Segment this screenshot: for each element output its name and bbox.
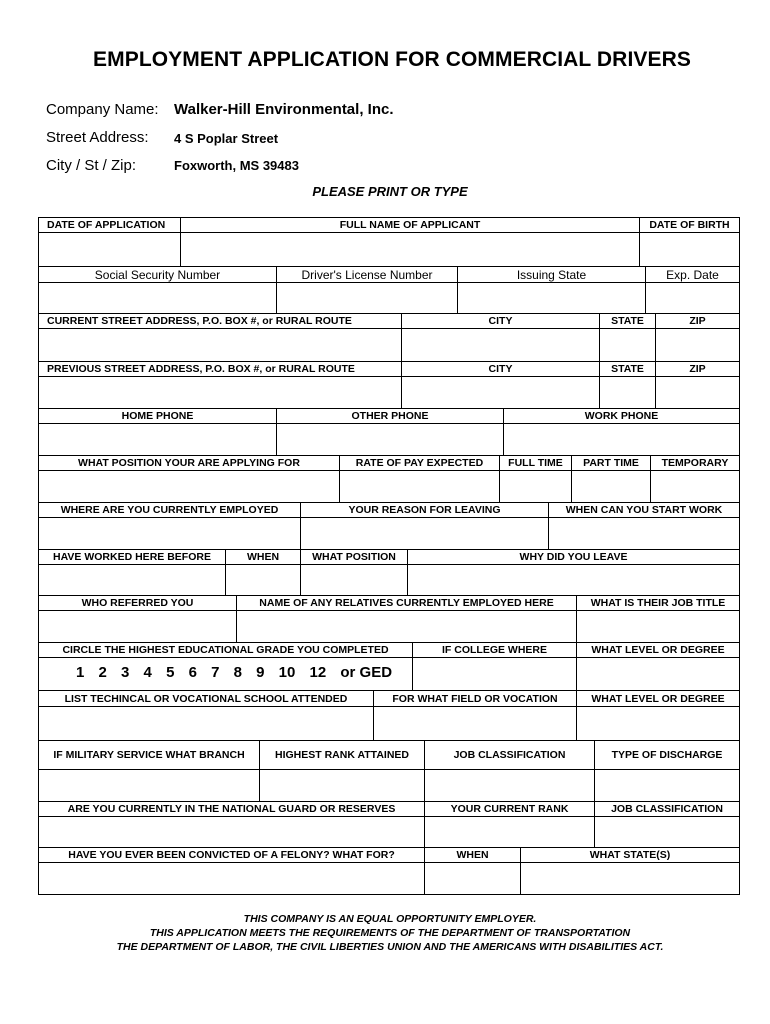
why-leave-label: WHY DID YOU LEAVE bbox=[407, 549, 740, 565]
felony-when-field[interactable] bbox=[424, 862, 521, 895]
national-guard-field[interactable] bbox=[38, 816, 425, 848]
issuing-state-field[interactable] bbox=[457, 282, 646, 314]
grade-option[interactable]: or GED bbox=[340, 664, 393, 681]
temporary-label: TEMPORARY bbox=[650, 455, 740, 471]
currently-employed-label: WHERE ARE YOU CURRENTLY EMPLOYED bbox=[38, 502, 301, 518]
military-job-classification-field[interactable] bbox=[424, 769, 595, 802]
what-states-label: WHAT STATE(S) bbox=[520, 847, 740, 863]
education-label: CIRCLE THE HIGHEST EDUCATIONAL GRADE YOU COMPLETED bbox=[38, 642, 413, 658]
issuing-state-label: Issuing State bbox=[457, 266, 646, 283]
grade-option[interactable]: 6 bbox=[188, 664, 197, 681]
military-branch-field[interactable] bbox=[38, 769, 260, 802]
rate-of-pay-label: RATE OF PAY EXPECTED bbox=[339, 455, 500, 471]
full-time-field[interactable] bbox=[499, 470, 572, 503]
city-state-zip-label: City / St / Zip: bbox=[46, 157, 137, 174]
previous-state-field[interactable] bbox=[599, 376, 656, 409]
part-time-label: PART TIME bbox=[571, 455, 651, 471]
worked-when-label: WHEN bbox=[225, 549, 301, 565]
felony-field[interactable] bbox=[38, 862, 425, 895]
ada-compliance-statement: THE DEPARTMENT OF LABOR, THE CIVIL LIBERTIES UNION AND THE AMERICANS WITH DISABILITIES ACT. bbox=[116, 941, 664, 953]
grade-option[interactable]: 2 bbox=[98, 664, 107, 681]
grade-option[interactable]: 5 bbox=[166, 664, 175, 681]
license-number-field[interactable] bbox=[276, 282, 458, 314]
full-name-label: FULL NAME OF APPLICANT bbox=[180, 217, 640, 233]
national-guard-label: ARE YOU CURRENTLY IN THE NATIONAL GUARD OR RESERVES bbox=[38, 801, 425, 817]
ssn-label: Social Security Number bbox=[38, 266, 277, 283]
work-phone-field[interactable] bbox=[503, 423, 740, 456]
previous-address-field[interactable] bbox=[38, 376, 402, 409]
previous-zip-label: ZIP bbox=[655, 361, 740, 377]
felony-label: HAVE YOU EVER BEEN CONVICTED OF A FELONY? WHAT FOR? bbox=[38, 847, 425, 863]
why-leave-field[interactable] bbox=[407, 564, 740, 596]
license-number-label: Driver's License Number bbox=[276, 266, 458, 283]
technical-school-field[interactable] bbox=[38, 706, 374, 741]
start-work-field[interactable] bbox=[548, 517, 740, 550]
reason-leaving-field[interactable] bbox=[300, 517, 549, 550]
previous-city-field[interactable] bbox=[401, 376, 600, 409]
grade-option[interactable]: 7 bbox=[211, 664, 220, 681]
grade-option[interactable]: 4 bbox=[143, 664, 152, 681]
reason-leaving-label: YOUR REASON FOR LEAVING bbox=[300, 502, 549, 518]
discharge-label: TYPE OF DISCHARGE bbox=[594, 740, 740, 770]
current-address-field[interactable] bbox=[38, 328, 402, 362]
other-phone-label: OTHER PHONE bbox=[276, 408, 504, 424]
education-level-degree-field[interactable] bbox=[576, 657, 740, 691]
grade-option[interactable]: 9 bbox=[256, 664, 265, 681]
highest-rank-field[interactable] bbox=[259, 769, 425, 802]
dot-compliance-statement: THIS APPLICATION MEETS THE REQUIREMENTS OF THE DEPARTMENT OF TRANSPORTATION bbox=[149, 927, 631, 939]
previous-zip-field[interactable] bbox=[655, 376, 740, 409]
company-name-label: Company Name: bbox=[46, 101, 159, 118]
company-name-value: Walker-Hill Environmental, Inc. bbox=[174, 101, 394, 118]
temporary-field[interactable] bbox=[650, 470, 740, 503]
work-phone-label: WORK PHONE bbox=[503, 408, 740, 424]
worked-before-field[interactable] bbox=[38, 564, 226, 596]
military-branch-label: IF MILITARY SERVICE WHAT BRANCH bbox=[38, 740, 260, 770]
grade-option[interactable]: 8 bbox=[233, 664, 242, 681]
position-applying-label: WHAT POSITION YOUR ARE APPLYING FOR bbox=[38, 455, 340, 471]
who-referred-field[interactable] bbox=[38, 610, 237, 643]
what-position-label: WHAT POSITION bbox=[300, 549, 408, 565]
guard-job-classification-label: JOB CLASSIFICATION bbox=[594, 801, 740, 817]
previous-city-label: CITY bbox=[401, 361, 600, 377]
what-states-field[interactable] bbox=[520, 862, 740, 895]
job-title-field[interactable] bbox=[576, 610, 740, 643]
current-rank-label: YOUR CURRENT RANK bbox=[424, 801, 595, 817]
street-address-label: Street Address: bbox=[46, 129, 149, 146]
relatives-field[interactable] bbox=[236, 610, 577, 643]
current-city-field[interactable] bbox=[401, 328, 600, 362]
grade-options bbox=[40, 664, 420, 686]
street-address-value: 4 S Poplar Street bbox=[174, 131, 279, 146]
rate-of-pay-field[interactable] bbox=[339, 470, 500, 503]
current-zip-field[interactable] bbox=[655, 328, 740, 362]
date-of-birth-label: DATE OF BIRTH bbox=[639, 217, 740, 233]
vocation-level-degree-label: WHAT LEVEL OR DEGREE bbox=[576, 690, 740, 707]
vocation-level-degree-field[interactable] bbox=[576, 706, 740, 741]
date-of-birth-field[interactable] bbox=[639, 232, 740, 267]
what-position-field[interactable] bbox=[300, 564, 408, 596]
relatives-label: NAME OF ANY RELATIVES CURRENTLY EMPLOYED HERE bbox=[236, 595, 577, 611]
current-rank-field[interactable] bbox=[424, 816, 595, 848]
field-vocation-field[interactable] bbox=[373, 706, 577, 741]
guard-job-classification-field[interactable] bbox=[594, 816, 740, 848]
city-state-zip-value: Foxworth, MS 39483 bbox=[174, 158, 299, 173]
highest-rank-label: HIGHEST RANK ATTAINED bbox=[259, 740, 425, 770]
job-title-label: WHAT IS THEIR JOB TITLE bbox=[576, 595, 740, 611]
current-city-label: CITY bbox=[401, 313, 600, 329]
grade-option[interactable]: 3 bbox=[121, 664, 130, 681]
equal-opportunity-statement: THIS COMPANY IS AN EQUAL OPPORTUNITY EMPLOYER. bbox=[243, 913, 537, 925]
home-phone-field[interactable] bbox=[38, 423, 277, 456]
field-vocation-label: FOR WHAT FIELD OR VOCATION bbox=[373, 690, 577, 707]
previous-state-label: STATE bbox=[599, 361, 656, 377]
page-title: EMPLOYMENT APPLICATION FOR COMMERCIAL DRIVERS bbox=[93, 48, 691, 71]
print-instruction: PLEASE PRINT OR TYPE bbox=[312, 184, 468, 199]
worked-before-label: HAVE WORKED HERE BEFORE bbox=[38, 549, 226, 565]
other-phone-field[interactable] bbox=[276, 423, 504, 456]
worked-when-field[interactable] bbox=[225, 564, 301, 596]
grade-option[interactable]: 1 bbox=[76, 664, 85, 681]
date-of-application-label: DATE OF APPLICATION bbox=[38, 217, 181, 233]
technical-school-label: LIST TECHINCAL OR VOCATIONAL SCHOOL ATTENDED bbox=[38, 690, 374, 707]
felony-when-label: WHEN bbox=[424, 847, 521, 863]
full-name-field[interactable] bbox=[180, 232, 640, 267]
current-state-field[interactable] bbox=[599, 328, 656, 362]
education-level-degree-label: WHAT LEVEL OR DEGREE bbox=[576, 642, 740, 658]
exp-date-label: Exp. Date bbox=[645, 266, 740, 283]
military-job-classification-label: JOB CLASSIFICATION bbox=[424, 740, 595, 770]
grade-option[interactable]: 12 bbox=[309, 664, 327, 681]
current-address-label: CURRENT STREET ADDRESS, P.O. BOX #, or RURAL ROUTE bbox=[38, 313, 402, 329]
college-where-field[interactable] bbox=[412, 657, 577, 691]
full-time-label: FULL TIME bbox=[499, 455, 572, 471]
current-zip-label: ZIP bbox=[655, 313, 740, 329]
currently-employed-field[interactable] bbox=[38, 517, 301, 550]
college-where-label: IF COLLEGE WHERE bbox=[412, 642, 577, 658]
who-referred-label: WHO REFERRED YOU bbox=[38, 595, 237, 611]
home-phone-label: HOME PHONE bbox=[38, 408, 277, 424]
grade-option[interactable]: 10 bbox=[278, 664, 296, 681]
position-applying-field[interactable] bbox=[38, 470, 340, 503]
ssn-field[interactable] bbox=[38, 282, 277, 314]
current-state-label: STATE bbox=[599, 313, 656, 329]
part-time-field[interactable] bbox=[571, 470, 651, 503]
exp-date-field[interactable] bbox=[645, 282, 740, 314]
start-work-label: WHEN CAN YOU START WORK bbox=[548, 502, 740, 518]
previous-address-label: PREVIOUS STREET ADDRESS, P.O. BOX #, or RURAL ROUTE bbox=[38, 361, 402, 377]
discharge-field[interactable] bbox=[594, 769, 740, 802]
date-of-application-field[interactable] bbox=[38, 232, 181, 267]
